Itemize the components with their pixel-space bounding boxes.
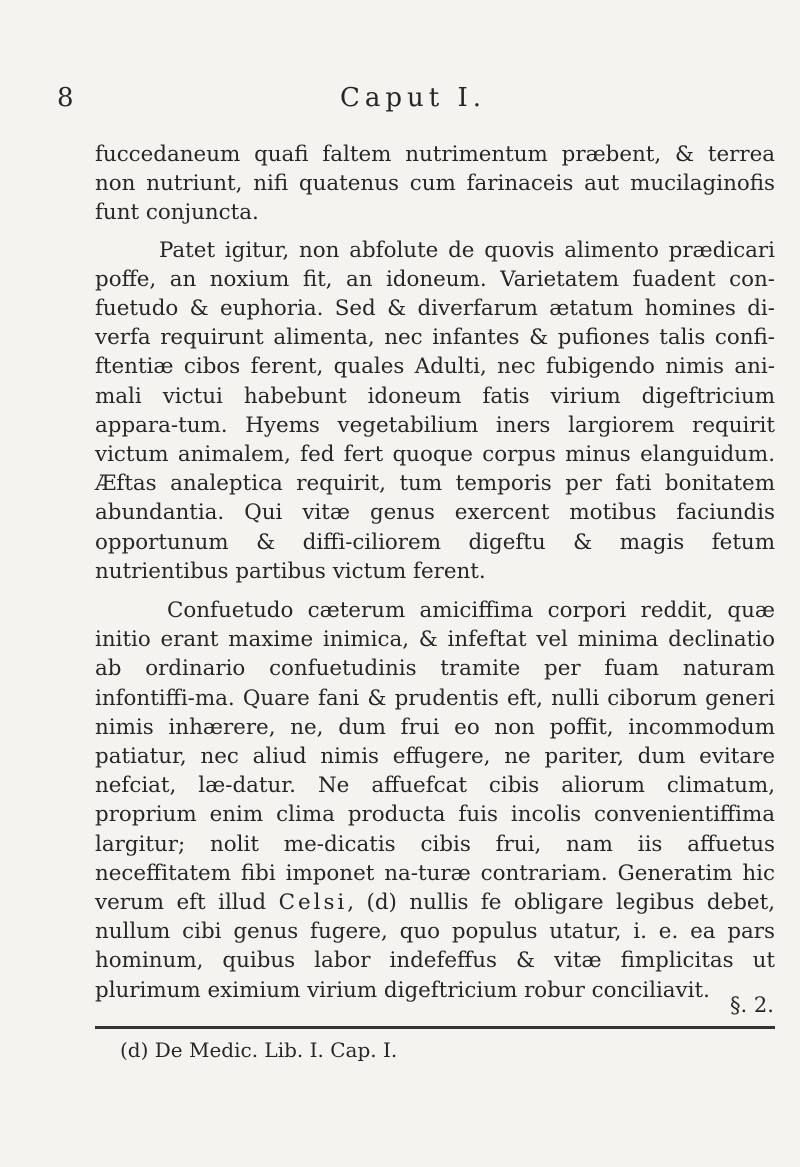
citation-author: Celsi: [278, 890, 348, 916]
page-number: 8: [57, 83, 74, 113]
footnote: (d) De Medic. Lib. I. Cap. I.: [120, 1038, 398, 1062]
paragraph-1: fuccedaneum quafi faltem nutrimentum præbent, & terrea non nutriunt, nifi quatenus cum farinaceis aut mucilaginofis funt conjuncta.: [95, 142, 775, 226]
page-header: [0, 83, 800, 119]
paragraph-3-tail: , (d) nullis fe obligare legibus debet, nullum cibi genus fugere, quo populus utatur, i. e. ea pars hominum, quibus labor indefeffus & vitæ fimplicitas ut plurimum eximium virium digeftricium robur conciliavit.: [95, 890, 775, 1003]
catchword: §. 2.: [730, 993, 774, 1017]
paragraph-3-text: Confuetudo cæterum amiciffima corpori reddit, quæ initio erant maxime inimica, & infeftat vel minima declinatio ab ordinario confuetudinis tramite per fuam naturam infontiffi-ma. Quare fani & prudentis eft, nulli ciborum generi nimis inhærere, ne, dum frui eo non poffit, incommodum patiatur, nec aliud nimis effugere, ne pariter, dum evitare nefciat, læ-datur. Ne affuefcat cibis aliorum climatum, proprium enim clima producta fuis incolis convenientiffima largitur; nolit me-dicatis cibis frui, nam iis affuetus neceffitatem fibi imponet na-turæ contrariam. Generatim hic verum eft illud: [95, 598, 775, 916]
paragraph-3: [95, 596, 775, 1005]
running-head: Caput I.: [340, 83, 487, 113]
footnote-rule: [95, 1026, 775, 1029]
paragraph-2: Patet igitur, non abfolute de quovis alimento prædicari poffe, an noxium fit, an idoneum. Varietatem fuadent con-fuetudo & euphoria. Sed & diverfarum ætatum homines di-verfa requirunt alimenta, nec infantes & pufiones talis confi-ftentiæ cibos ferent, quales Adulti, nec fubigendo nimis ani-mali victui habebunt idoneum fatis virium digeftricium appara-tum. Hyems vegetabilium iners largiorem requirit victum animalem, fed fert quoque corpus minus elanguidum. Æftas analeptica requirit, tum temporis per fati bonitatem abundantia. Qui vitæ genus exercent motibus faciundis opportunum & diffi-ciliorem digeftu & magis fetum nutrientibus partibus victum ferent.: [95, 237, 775, 584]
body-text: [95, 140, 775, 1005]
